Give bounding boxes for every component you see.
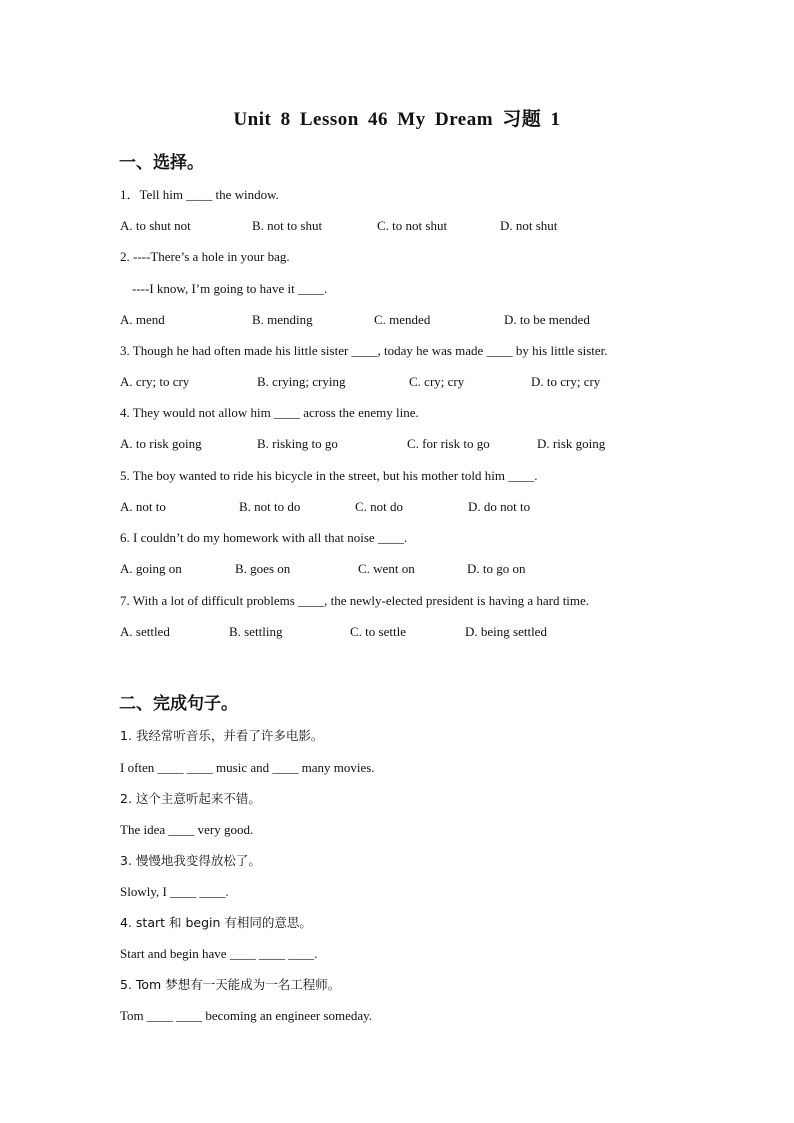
q4-option-a: A. to risk going xyxy=(120,436,202,451)
question-7: 7. With a lot of difficult problems ____, the newly-elected president is having a hard time. xyxy=(120,593,590,608)
q2-option-d: D. to be mended xyxy=(504,312,590,327)
sentence-1-chinese: 1. 我经常听音乐，并看了许多电影。 xyxy=(120,728,324,743)
section-heading-choice: 一、选择。 xyxy=(119,153,204,173)
q1-option-a: A. to shut not xyxy=(120,218,191,233)
q7-option-d: D. being settled xyxy=(465,624,547,639)
sentence-4-english: Start and begin have ____ ____ ____. xyxy=(120,946,318,961)
q7-option-b: B. settling xyxy=(229,624,283,639)
q4-option-c: C. for risk to go xyxy=(407,436,490,451)
q1-option-b: B. not to shut xyxy=(252,218,323,233)
q3-option-b: B. crying; crying xyxy=(257,374,346,389)
q2-option-c: C. mended xyxy=(374,312,431,327)
section-heading-complete-sentences: 二、完成句子。 xyxy=(119,694,238,714)
q1-option-c: C. to not shut xyxy=(377,218,448,233)
q5-option-c: C. not do xyxy=(355,499,404,514)
q5-option-d: D. do not to xyxy=(468,499,531,514)
question-3: 3. Though he had often made his little sister ____, today he was made ____ by his little sister. xyxy=(120,343,608,358)
page-title: Unit 8 Lesson 46 My Dream 习题 1 xyxy=(233,109,561,130)
sentence-1-english: I often ____ ____ music and ____ many movies. xyxy=(120,760,375,775)
q2-option-b: B. mending xyxy=(252,312,313,327)
q4-option-d: D. risk going xyxy=(537,436,606,451)
q6-option-d: D. to go on xyxy=(467,561,526,576)
question-5: 5. The boy wanted to ride his bicycle in the street, but his mother told him ____. xyxy=(120,468,538,483)
q6-option-c: C. went on xyxy=(358,561,415,576)
question-2-reply: ----I know, I’m going to have it ____. xyxy=(132,281,328,296)
q4-option-b: B. risking to go xyxy=(257,436,338,451)
q1-option-d: D. not shut xyxy=(500,218,558,233)
sentence-3-chinese: 3. 慢慢地我变得放松了。 xyxy=(120,853,261,868)
q7-option-c: C. to settle xyxy=(350,624,406,639)
sentence-5-chinese: 5. Tom 梦想有一天能成为一名工程师。 xyxy=(120,977,341,992)
q3-option-d: D. to cry; cry xyxy=(531,374,601,389)
q6-option-b: B. goes on xyxy=(235,561,291,576)
q6-option-a: A. going on xyxy=(120,561,182,576)
q5-option-b: B. not to do xyxy=(239,499,301,514)
question-1: 1．Tell him ____ the window. xyxy=(120,187,279,202)
q5-option-a: A. not to xyxy=(120,499,166,514)
q3-option-a: A. cry; to cry xyxy=(120,374,190,389)
sentence-5-english: Tom ____ ____ becoming an engineer someday. xyxy=(120,1008,373,1023)
q3-option-c: C. cry; cry xyxy=(409,374,465,389)
question-4: 4. They would not allow him ____ across the enemy line. xyxy=(120,405,419,420)
question-6: 6. I couldn’t do my homework with all that noise ____. xyxy=(120,530,408,545)
question-2: 2. ----There’s a hole in your bag. xyxy=(120,249,290,264)
q2-option-a: A. mend xyxy=(120,312,165,327)
q7-option-a: A. settled xyxy=(120,624,170,639)
sentence-2-chinese: 2. 这个主意听起来不错。 xyxy=(120,791,261,806)
sentence-2-english: The idea ____ very good. xyxy=(120,822,254,837)
sentence-4-chinese: 4. start 和 begin 有相同的意思。 xyxy=(120,915,312,930)
sentence-3-english: Slowly, I ____ ____. xyxy=(120,884,229,899)
